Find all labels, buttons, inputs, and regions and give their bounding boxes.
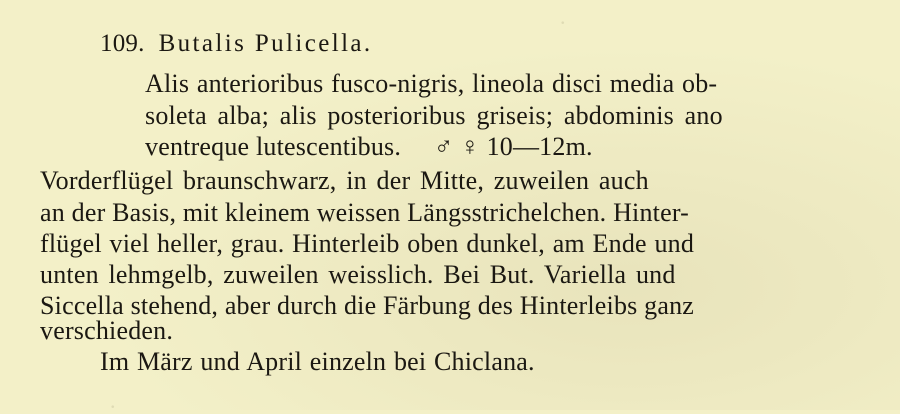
diagnosis-line: soleta alba; alis posterioribus griseis; abdominis ano <box>145 101 723 130</box>
diagnosis-line: Alis anterioribus fusco-nigris, lineola disci media ob- <box>145 69 718 98</box>
description-line: Siccella stehend, aber durch die Färbung des Hinterleibs ganz <box>40 291 695 320</box>
bleed-through-text: . <box>110 388 116 413</box>
diagnosis-line <box>145 134 593 160</box>
description-line: unten lehmgelb, zuweilen weisslich. Bei But. Variella und <box>40 260 676 289</box>
description-line: flügel viel heller, grau. Hinterleib oben dunkel, am Ende und <box>40 229 695 258</box>
species-name: Butalis Pulicella. <box>158 30 373 57</box>
description-line: verschieden. <box>40 316 174 345</box>
bleed-through-text: . <box>560 4 566 29</box>
species-number: 109. <box>100 30 145 57</box>
species-heading <box>100 31 373 56</box>
occurrence-line: Im März und April einzeln bei Chiclana. <box>100 347 535 376</box>
description-line: Vorderflügel braunschwarz, in der Mitte, zuweilen auch <box>40 166 649 195</box>
description-line: an der Basis, mit kleinem weissen Längsstrichelchen. Hinter- <box>40 198 690 227</box>
diagnosis-text: ventreque lutescentibus. <box>145 132 402 161</box>
size-range: ♂ ♀ 10—12m. <box>433 132 593 161</box>
